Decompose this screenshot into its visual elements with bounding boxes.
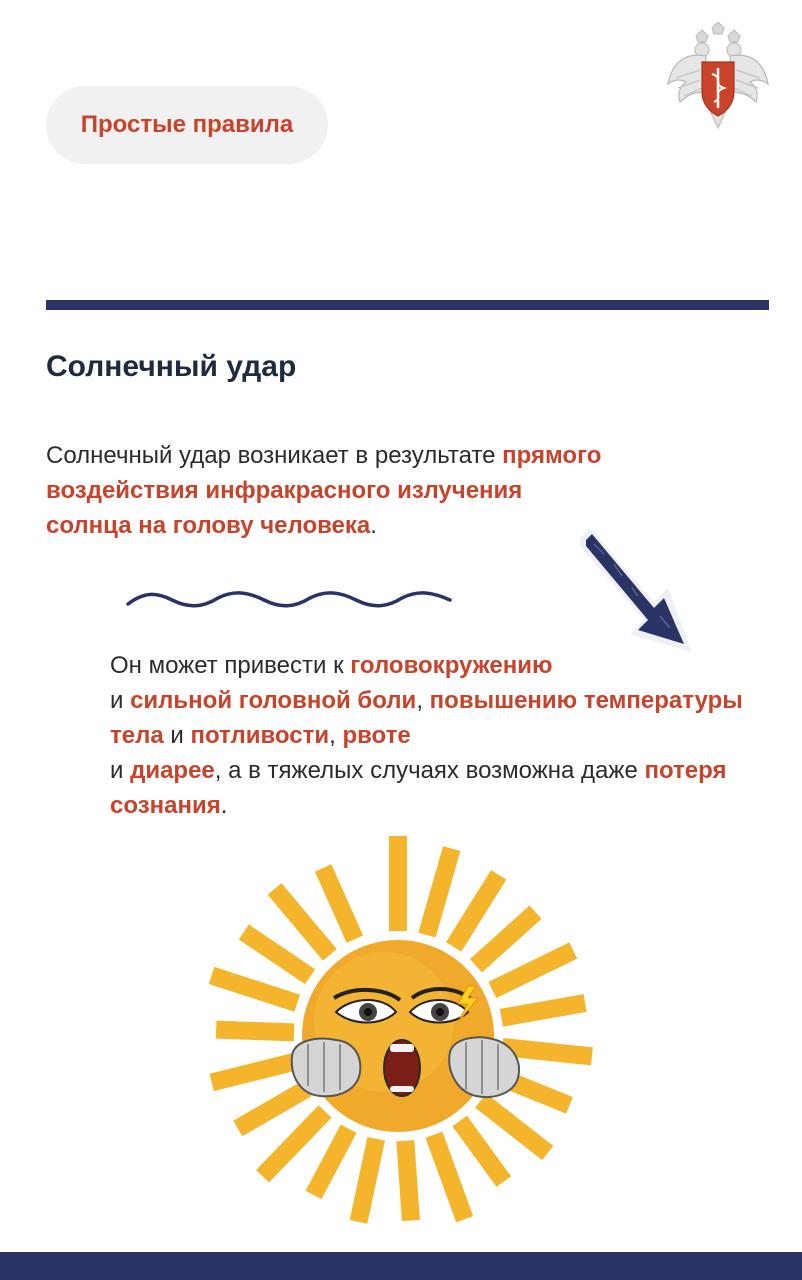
text-span: . [370,512,377,539]
text-span: , а в тяжелых случаях возможна даже [214,757,645,784]
highlight-span: рвоте [342,722,411,749]
arrow-down-right-icon [574,524,698,660]
text-span: Он может привести к [110,652,351,679]
emblem-icon [666,22,770,134]
highlight-span: сильной головной боли [130,687,417,714]
section-badge [46,86,328,164]
section-badge-label: Простые правила [80,111,294,138]
highlight-span: потеря сознания [110,757,727,819]
text-span: , [416,687,430,714]
highlight-span: потливости [190,722,330,749]
wave-divider [126,586,452,616]
left-fist [292,1039,361,1097]
highlight-span: повышению температуры тела [110,687,743,749]
text-span: и [163,722,191,749]
highlight-span: головокружению [350,652,553,679]
text-span: и [110,757,131,784]
symptoms-paragraph [110,648,750,823]
highlight-span: диарее [130,757,215,784]
right-fist [449,1037,519,1097]
text-span: и [110,687,131,714]
page-title: Солнечный удар [46,350,297,383]
section-divider [46,300,769,310]
text-span: Солнечный удар возникает в результате [46,442,503,469]
text-span: , [329,722,343,749]
intro-paragraph [46,438,606,543]
text-span: . [220,792,228,819]
angry-sun-illustration [196,836,600,1226]
highlight-span: прямого воздействия инфракрасного излучения солнца на голову человека [46,442,602,539]
footer-bar [0,1252,802,1280]
